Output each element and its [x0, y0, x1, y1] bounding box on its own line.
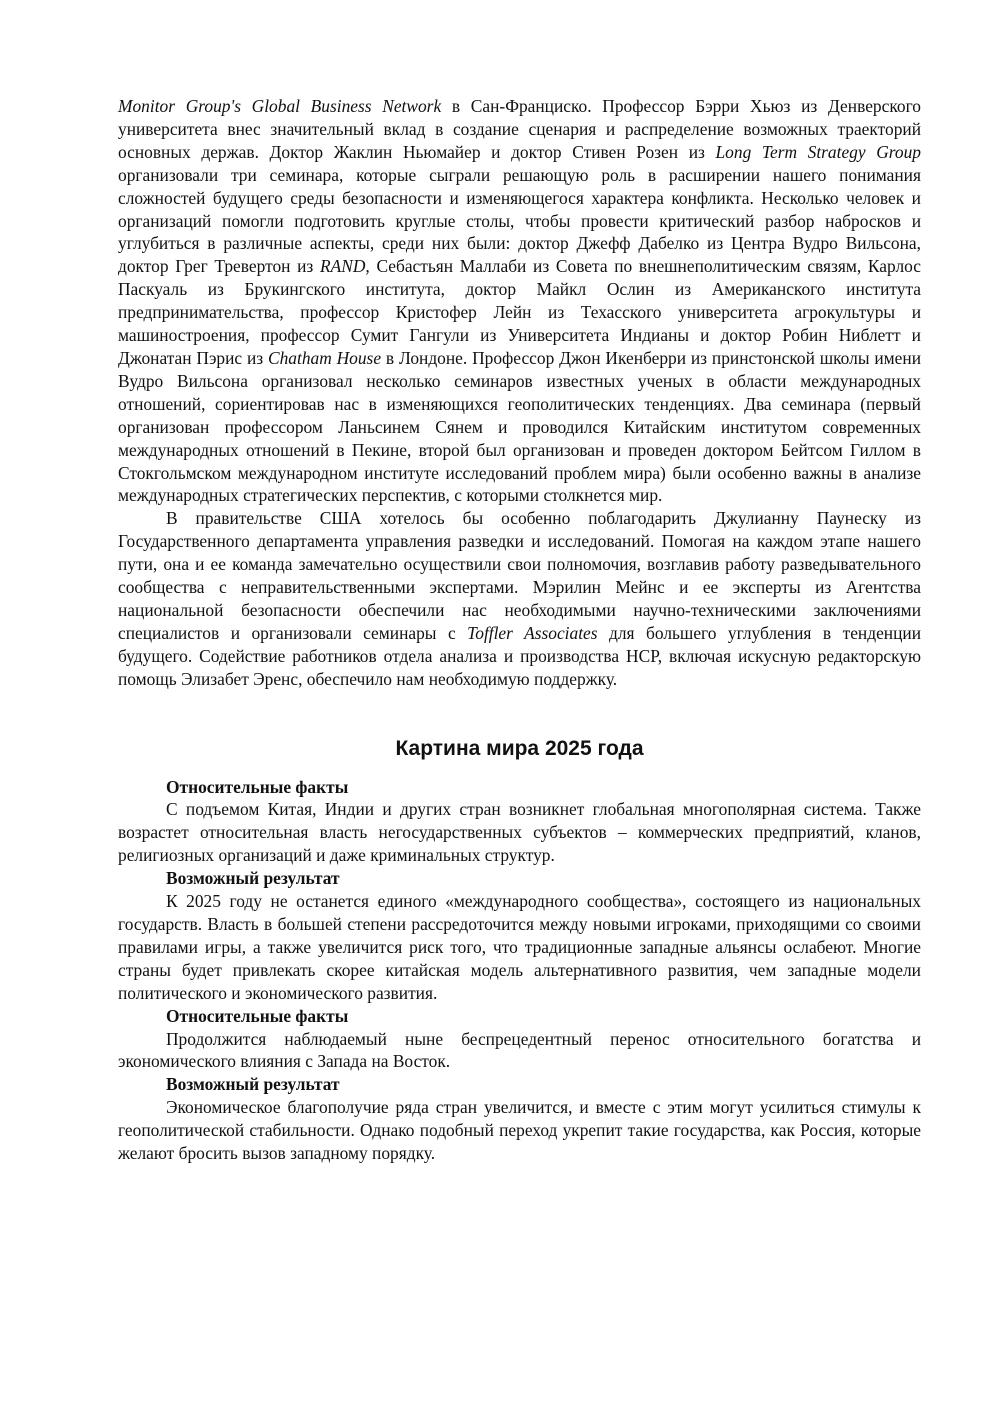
section-heading: Картина мира 2025 года: [395, 736, 644, 760]
acknowledgements-paragraph-1: [118, 95, 921, 507]
section-paragraph: Продолжится наблюдаемый ныне беспрецедентный перенос относительного богатства и экономического влияния с Запада на Восток.: [118, 1028, 921, 1072]
org-name-toffler: Toffler Associates: [467, 622, 598, 643]
org-name-ltsg: Long Term Strategy Group: [715, 141, 921, 162]
section-paragraph: С подъемом Китая, Индии и других стран возникнет глобальная многополярная система. Также возрастет относительная власть негосударственных субъектов – коммерческих предприятий, кланов, религиозных организаций и даже криминальных структур.: [118, 799, 921, 866]
org-name-rand: RAND,: [320, 256, 370, 277]
subheading-relative-facts: Относительные факты: [166, 776, 349, 797]
paragraph-text: в Сан-Франциско. Профессор Бэрри Хьюз из Денверского университета внес значительный вклад в создание сценария и распределение возможных траекторий основных держав. Доктор Жаклин Ньюмайер и доктор Стивен Розен из: [118, 96, 921, 162]
section-paragraph: Экономическое благополучие ряда стран увеличится, и вместе с этим могут усилиться стимулы к геополитической стабильности. Однако подобный переход укрепит такие государства, как Россия, которые желают бросить вызов западному порядку.: [118, 1097, 921, 1164]
subheading-possible-outcome: Возможный результат: [166, 868, 340, 889]
org-name-chatham-house: Chatham House: [268, 347, 382, 368]
document-body: [118, 95, 921, 1165]
subheading-relative-facts: Относительные факты: [166, 1005, 349, 1026]
paragraph-text: для большего углубления в тенденции будущего. Содействие работников отдела анализа и производства НСР, включая искусную редакторскую помощь Элизабет Эренс, обеспечило нам необходимую поддержку.: [118, 622, 922, 689]
paragraph-text: в Лондоне. Профессор Джон Икенберри из принстонской школы имени Вудро Вильсона организовал несколько семинаров известных ученых в области международных отношений, сориентировав нас в изменяющихся геополитических тенденциях. Два семинара (первый организован профессором Ланьсинем Сянем и проводился Китайским институтом современных международных отношений в Пекине, второй был организован и проведен доктором Бейтсом Гиллом в Стокгольмском международном институте исследований проблем мира) были особенно важны в анализе международных стратегических перспектив, с которыми столкнется мир.: [118, 347, 921, 506]
subheading-possible-outcome: Возможный результат: [166, 1074, 340, 1095]
org-name-gbn: Monitor Group's Global Business Network: [118, 96, 442, 116]
section-paragraph: К 2025 году не останется единого «международного сообщества», состоящего из национальных государств. Власть в большей степени рассредоточится между новыми игроками, приходящими со своими правилами игры, а также увеличится риск того, что традиционные западные альянсы ослабеют. Многие страны будет привлекать скорее китайская модель альтернативного развития, чем западные модели политического и экономического развития.: [118, 891, 921, 1003]
paragraph-text: организовали три семинара, которые сыграли решающую роль в расширении нашего понимания сложностей будущего среды безопасности и изменяющегося характера конфликта. Несколько человек и организаций помогли подготовить круглые столы, чтобы провести критический разбор набросков и углубиться в различные аспекты, среди них были: доктор Джефф Дабелко из Центра Вудро Вильсона, доктор Грег Тревертон из: [118, 164, 921, 277]
paragraph-text: Себастьян Маллаби из Совета по внешнеполитическим связям, Карлос Паскуаль из Брукингского института, доктор Майкл Ослин из Американского института предпринимательства, профессор Кристофер Лейн из Техасского университета агрокультуры и машиностроения, профессор Сумит Гангули из Университета Индианы и доктор Робин Ниблетт и Джонатан Пэрис из: [118, 256, 922, 368]
acknowledgements-paragraph-2: [118, 507, 921, 690]
paragraph-text: В правительстве США хотелось бы особенно поблагодарить Джулианну Паунеску из Государственного департамента управления разведки и исследований. Помогая на каждом этапе нашего пути, она и ее команда замечательно осуществили свои полномочия, возглавив работу разведывательного сообщества с неправительственными экспертами. Мэрилин Мейнс и ее эксперты из Агентства национальной безопасности обеспечили нас необходимыми научно-техническими заключениями специалистов и организовали семинары с: [118, 508, 921, 643]
